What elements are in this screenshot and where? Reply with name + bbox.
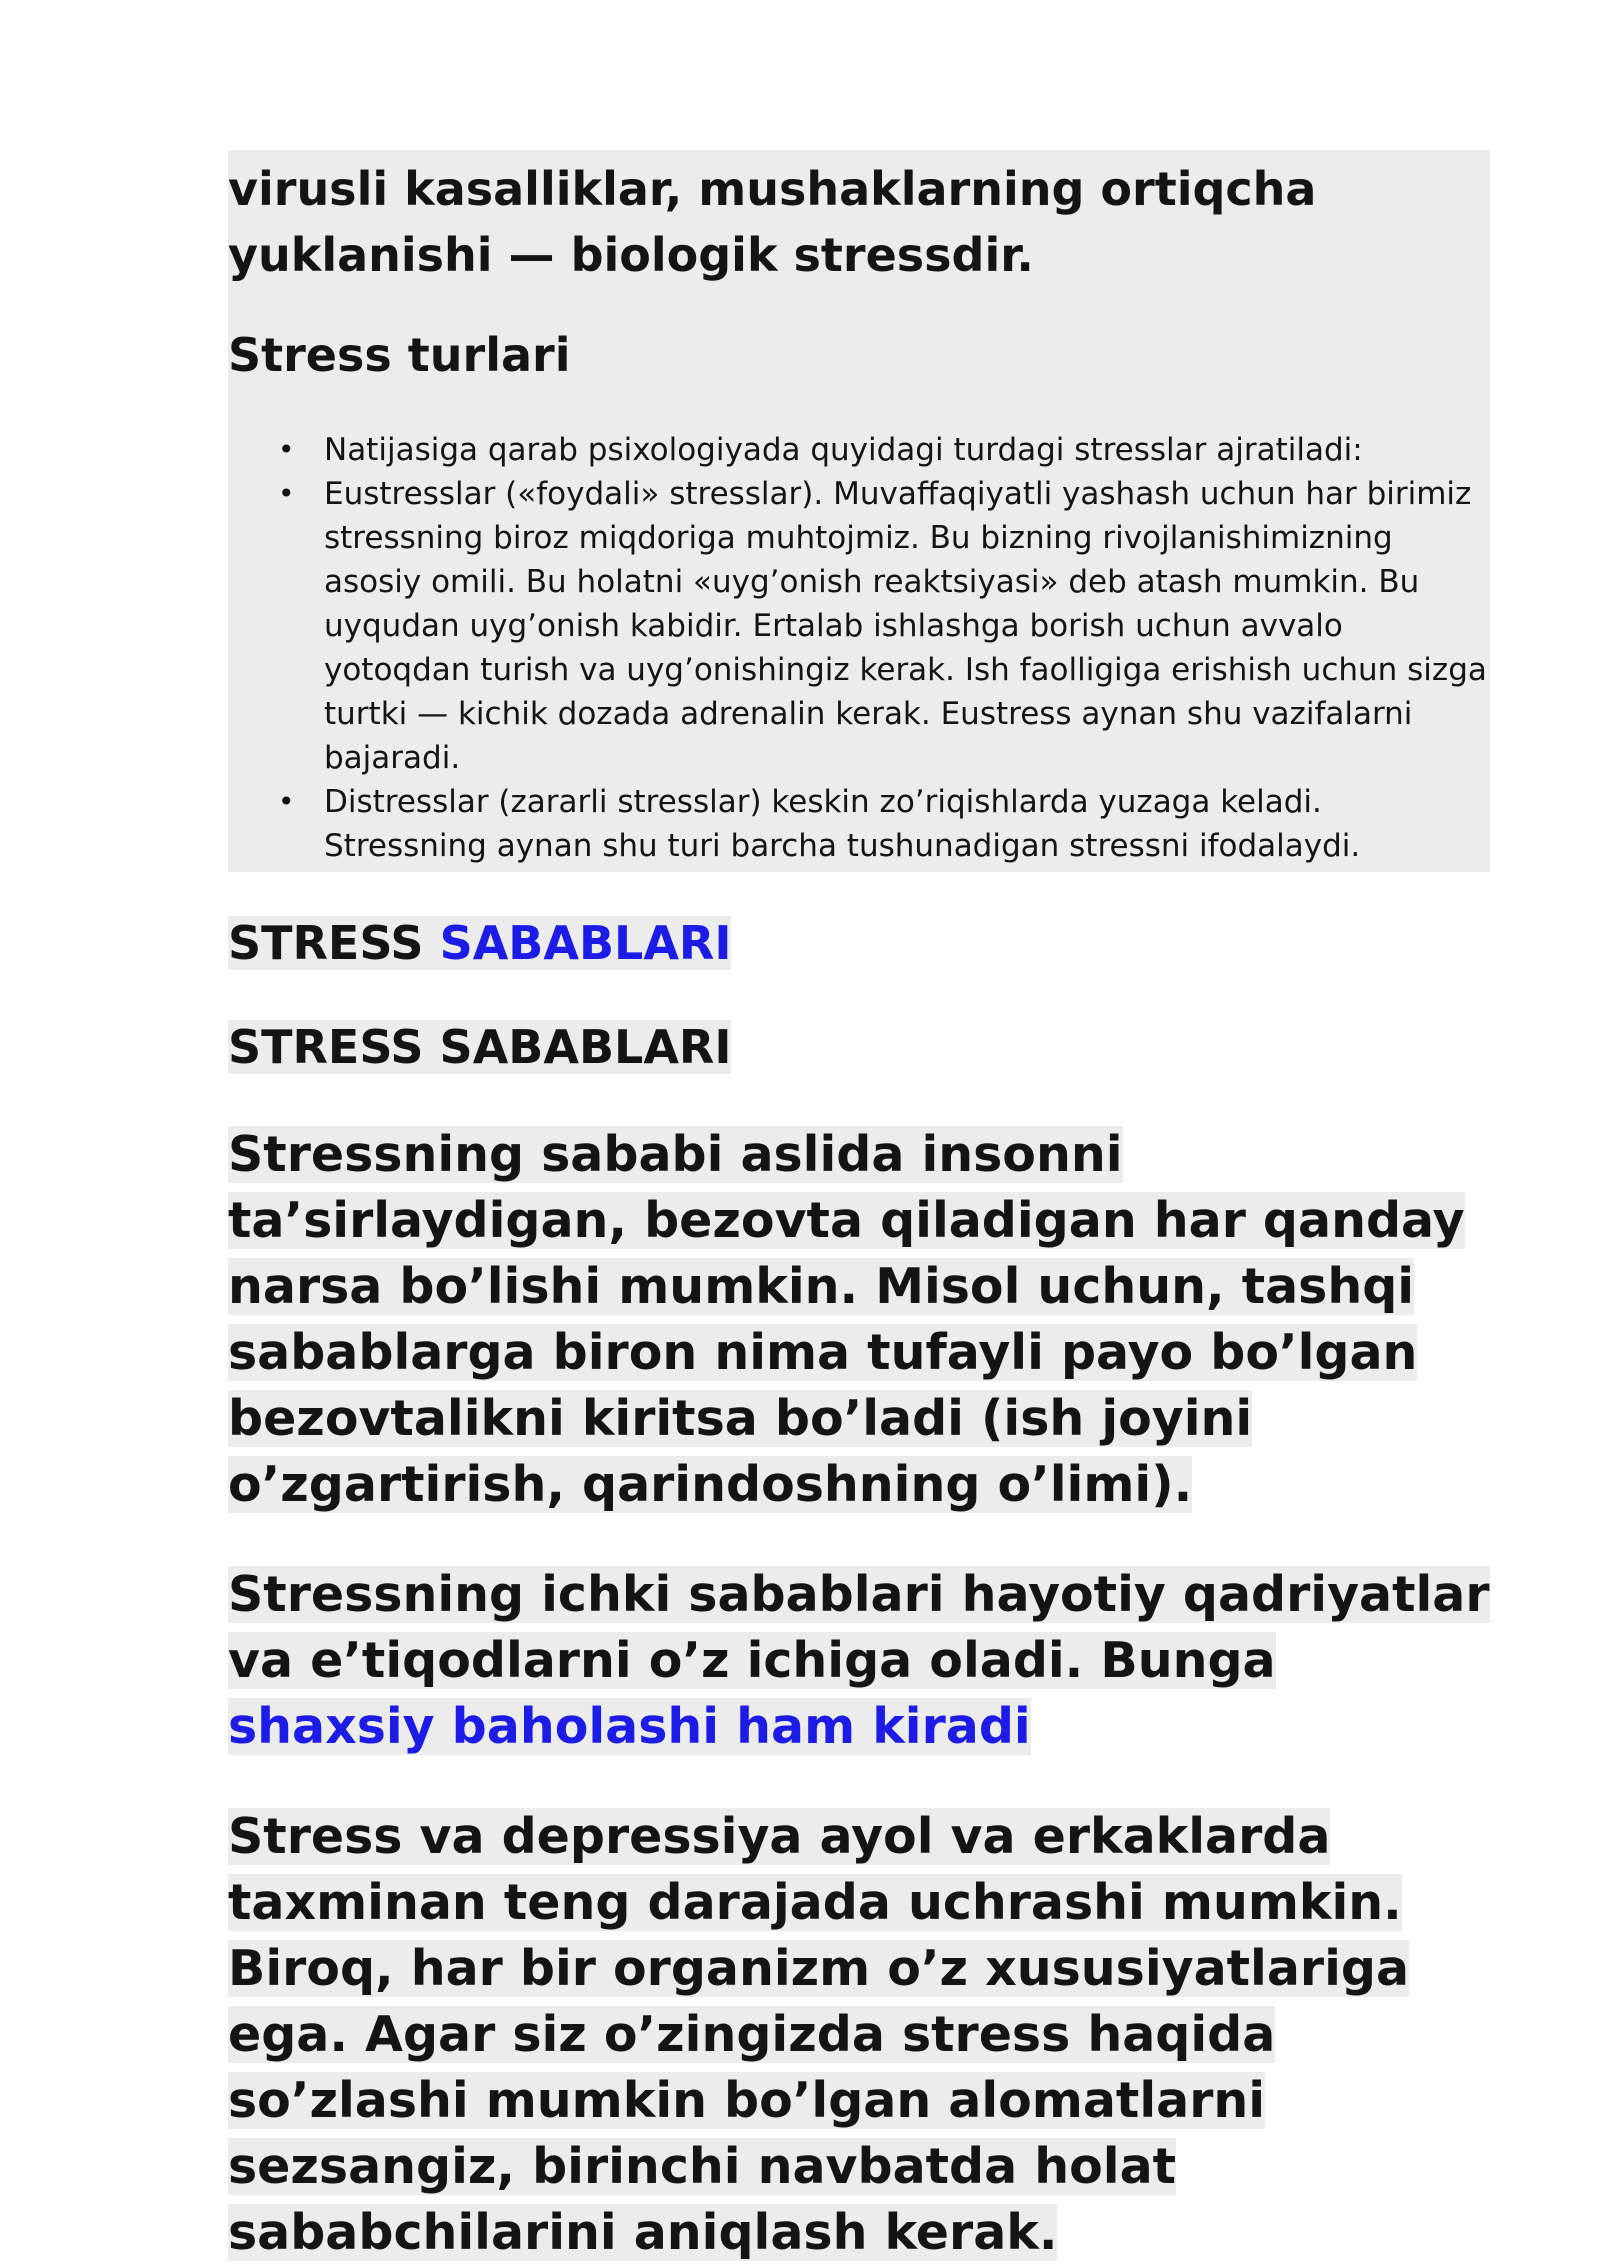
personal-assessment-link[interactable]: shaxsiy baholashi ham kiradi <box>228 1698 1031 1755</box>
causes-heading-prefix: STRESS <box>228 916 424 970</box>
causes-link[interactable]: SABABLARI <box>439 916 732 970</box>
causes-paragraph-internal: Stressning ichki sabablari hayotiy qadriyatlar va e’tiqodlarni o’z ichiga oladi. Bunga shaxsiy baholashi ham kiradi <box>228 1566 1490 1755</box>
highlighted-block <box>228 150 1490 872</box>
depression-paragraph: Stress va depressiya ayol va erkaklarda taxminan teng darajada uchrashi mumkin. Biroq, har bir organizm o’z xususiyatlariga ega. Agar siz o’zingizda stress haqida so’zlashi mumkin bo’lgan alomatlarni sezsangiz, birinchi navbatda holat sababchilarini aniqlash kerak. <box>228 1808 1410 2261</box>
causes-heading: STRESS SABABLARI <box>228 1020 732 1074</box>
list-item: • Eustresslar («foydali» stresslar). Muvaffaqiyatli yashash uchun har birimiz stressning biroz miqdoriga muhtojmiz. Bu bizning rivojlanishimizning asosiy omili. Bu holatni «uyg’onish reaktsiyasi» deb atash mumkin. Bu uyqudan uyg’onish kabidir. Ertalab ishlashga borish uchun avvalo yotoqdan turish va uyg’onishingiz kerak. Ish faolligiga erishish uchun sizga turtki — kichik dozada adrenalin kerak. Eustress aynan shu vazifalarni bajaradi. <box>324 472 1490 780</box>
stress-types-list <box>228 428 1490 868</box>
causes-paragraph-external: Stressning sababi aslida insonni ta’sirlaydigan, bezovta qiladigan har qanday narsa bo’lishi mumkin. Misol uchun, tashqi sabablarga biron nima tufayli payo bo’lgan bezovtalikni kiritsa bo’ladi (ish joyini o’zgartirish, qarindoshning o’limi). <box>228 1126 1465 1513</box>
intro-paragraph: virusli kasalliklar, mushaklarning ortiqcha yuklanishi — biologik stressdir. <box>228 162 1317 282</box>
list-item: • Natijasiga qarab psixologiyada quyidagi turdagi stresslar ajratiladi: <box>324 428 1490 472</box>
causes-heading-link <box>228 912 1490 974</box>
stress-types-heading: Stress turlari <box>228 328 571 382</box>
list-item: • Distresslar (zararli stresslar) keskin zo’riqishlarda yuzaga keladi. Stressning aynan shu turi barcha tushunadigan stressni ifodalaydi. <box>324 780 1490 868</box>
document-page <box>228 150 1490 2266</box>
